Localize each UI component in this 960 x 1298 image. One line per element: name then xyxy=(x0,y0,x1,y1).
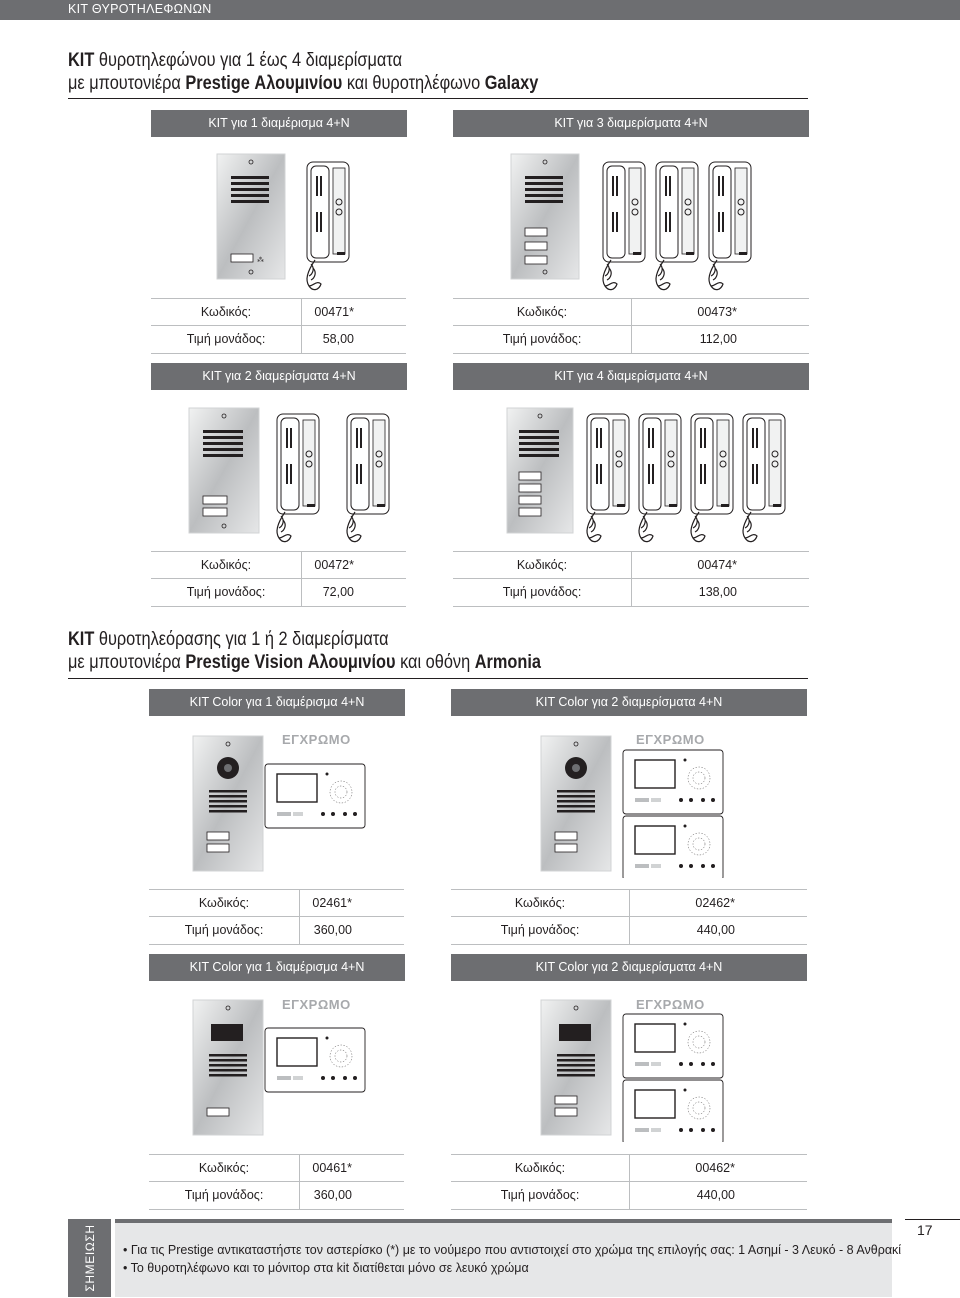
price-table xyxy=(453,551,809,607)
price-value: 72,00 xyxy=(301,579,406,607)
code-label: Κωδικός: xyxy=(200,305,252,319)
title-audio-line2: με μπουτονιέρα Prestige Αλουμινίου και θυροτηλέφωνο Galaxy xyxy=(68,73,539,94)
price-value: 440,00 xyxy=(629,917,807,945)
price-row xyxy=(451,1182,807,1210)
kit-header: KIT για 2 διαμερίσματα 4+N xyxy=(151,363,407,390)
code-row xyxy=(451,1154,807,1182)
title-audio-kits xyxy=(68,49,808,99)
kit-header: KIT για 1 διαμέρισμα 4+N xyxy=(151,110,407,137)
price-label: Τιμή μονάδος: xyxy=(184,1188,264,1202)
code-row xyxy=(151,551,406,579)
price-table xyxy=(151,298,406,354)
price-value: 360,00 xyxy=(299,1182,404,1210)
price-label: Τιμή μονάδος: xyxy=(184,923,264,937)
price-row xyxy=(451,917,807,945)
price-row xyxy=(151,579,406,607)
price-label: Τιμή μονάδος: xyxy=(186,332,266,346)
code-row xyxy=(149,1154,404,1182)
code-value: 00472* xyxy=(301,552,406,580)
price-label: Τιμή μονάδος: xyxy=(186,585,266,599)
price-label: Τιμή μονάδος: xyxy=(502,585,582,599)
price-value: 112,00 xyxy=(631,326,809,354)
kit-images-row3 xyxy=(149,728,809,878)
price-row xyxy=(149,1182,404,1210)
section-band xyxy=(0,0,960,20)
price-table xyxy=(151,551,406,607)
note-line: • Για τις Prestige αντικαταστήστε τον αστερίσκο (*) με το νούμερο που αντιστοιχεί στο χρώμα της επιλογής σας: 1 Ασημί - 3 Λευκό - 8 Ανθρακί xyxy=(123,1243,902,1257)
price-label: Τιμή μονάδος: xyxy=(502,332,582,346)
title-video-line1: KIT θυροτηλεόρασης για 1 ή 2 διαμερίσματα xyxy=(68,629,389,650)
title-rule xyxy=(68,678,808,679)
price-row xyxy=(453,579,809,607)
code-value: 02462* xyxy=(629,890,807,918)
kit-header: KIT Color για 2 διαμερίσματα 4+N xyxy=(451,954,807,981)
price-row xyxy=(151,326,406,354)
code-row xyxy=(149,889,404,917)
color-label: ΕΓΧΡΩΜΟ xyxy=(636,732,705,747)
kit-header: KIT Color για 1 διαμέρισμα 4+N xyxy=(149,954,405,981)
code-value: 00462* xyxy=(629,1155,807,1183)
page-number: 17 xyxy=(917,1222,933,1238)
code-value: 00474* xyxy=(631,552,809,580)
price-table xyxy=(149,889,404,945)
price-value: 58,00 xyxy=(301,326,406,354)
kit-images-row2 xyxy=(151,402,811,547)
code-row xyxy=(453,298,809,326)
title-rule xyxy=(68,98,808,99)
kit-header: KIT για 3 διαμερίσματα 4+N xyxy=(453,110,809,137)
code-label: Κωδικός: xyxy=(516,305,568,319)
price-value: 360,00 xyxy=(299,917,404,945)
code-label: Κωδικός: xyxy=(198,1161,250,1175)
title-video-line2: με μπουτονιέρα Prestige Vision Αλουμινίου και οθόνη Armonia xyxy=(68,652,542,673)
price-value: 138,00 xyxy=(631,579,809,607)
code-value: 00471* xyxy=(301,299,406,327)
kit-images-row4 xyxy=(149,992,809,1142)
note-box xyxy=(115,1219,902,1297)
kit-images-row1 xyxy=(151,150,811,295)
price-table xyxy=(451,1154,807,1210)
price-table xyxy=(451,889,807,945)
price-row xyxy=(453,326,809,354)
price-table xyxy=(453,298,809,354)
price-label: Τιμή μονάδος: xyxy=(500,923,580,937)
color-label: ΕΓΧΡΩΜΟ xyxy=(282,732,351,747)
code-row xyxy=(151,298,406,326)
note-tag xyxy=(68,1219,111,1297)
section-label: ΚΙΤ ΘΥΡΟΤΗΛΕΦΩΝΩΝ xyxy=(68,2,212,16)
title-audio-line1: KIT θυροτηλεφώνου για 1 έως 4 διαμερίσματα xyxy=(68,50,403,71)
note-line: • Το θυροτηλέφωνο και το μόνιτορ στα kit διατίθεται μόνο σε λευκό χρώμα xyxy=(123,1261,529,1275)
code-label: Κωδικός: xyxy=(200,558,252,572)
price-value: 440,00 xyxy=(629,1182,807,1210)
code-label: Κωδικός: xyxy=(514,1161,566,1175)
page-rule xyxy=(905,1219,960,1220)
code-value: 00461* xyxy=(299,1155,404,1183)
code-label: Κωδικός: xyxy=(516,558,568,572)
price-row xyxy=(149,917,404,945)
code-label: Κωδικός: xyxy=(198,896,250,910)
kit-header: KIT Color για 1 διαμέρισμα 4+N xyxy=(149,689,405,716)
code-value: 00473* xyxy=(631,299,809,327)
code-label: Κωδικός: xyxy=(514,896,566,910)
color-label: ΕΓΧΡΩΜΟ xyxy=(282,997,351,1012)
svg-text:⁂: ⁂ xyxy=(257,257,264,264)
code-value: 02461* xyxy=(299,890,404,918)
kit-header: KIT Color για 2 διαμερίσματα 4+N xyxy=(451,689,807,716)
color-label: ΕΓΧΡΩΜΟ xyxy=(636,997,705,1012)
note-tag-label: ΣΗΜΕΙΩΣΗ xyxy=(82,1224,97,1292)
price-table xyxy=(149,1154,404,1210)
title-video-kits xyxy=(68,628,808,680)
kit-header: KIT για 4 διαμερίσματα 4+N xyxy=(453,363,809,390)
price-label: Τιμή μονάδος: xyxy=(500,1188,580,1202)
code-row xyxy=(453,551,809,579)
code-row xyxy=(451,889,807,917)
